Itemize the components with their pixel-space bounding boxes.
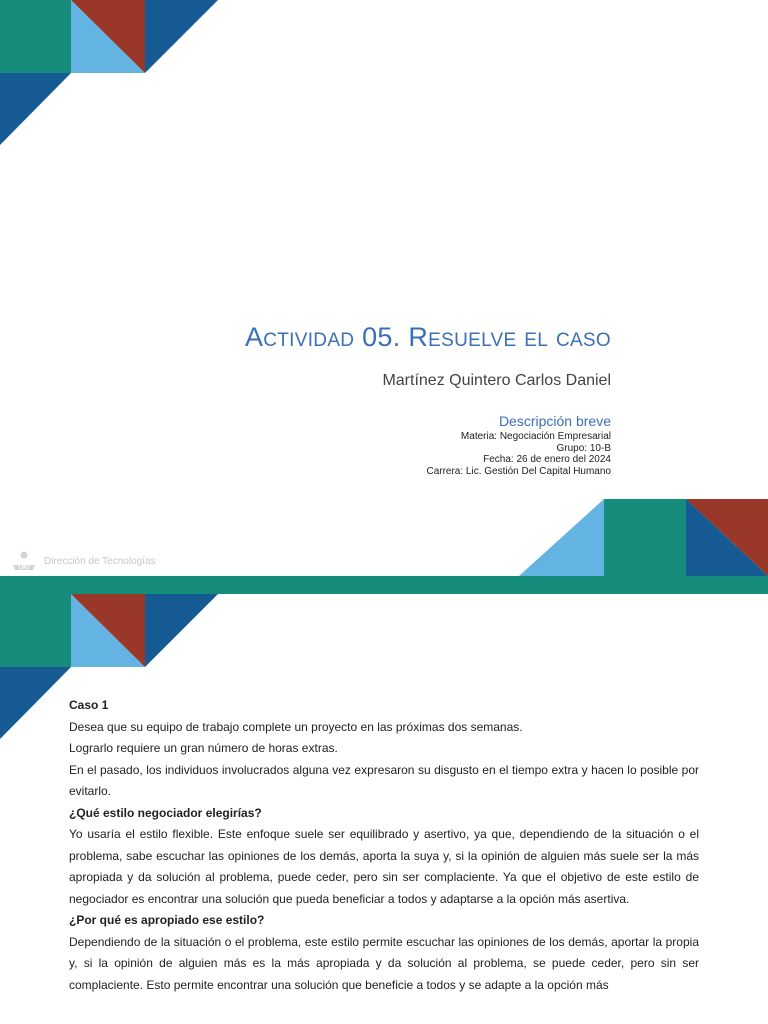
content-page (0, 594, 768, 1024)
case-title: Caso 1 (69, 698, 109, 712)
page-separator-bar (0, 576, 768, 594)
case-paragraph: Lograrlo requiere un gran número de horas extras. (69, 741, 338, 755)
meta-group: Grupo: 10-B (556, 442, 611, 454)
meta-subject: Materia: Negociación Empresarial (460, 431, 611, 442)
answer-2: Dependiendo de la situación o el problema, este estilo permite escuchar las opiniones de los demás, aportar la propia y, si la opinión de alguien más es la más apropiada y da solución al problema, se puede ceder, pero sin ser complaciente. Esto permite encontrar una solución que beneficie a todos y se adapte a la opción más (69, 934, 699, 992)
question-2: ¿Por qué es apropiado ese estilo? (69, 913, 265, 927)
meta-date: Fecha: 26 de enero del 2024 (483, 454, 611, 465)
answer-1: Yo usaría el estilo flexible. Este enfoque suele ser equilibrado y asertivo, ya que, dependiendo de la situación o el problema, sabe escuchar las opiniones de los demás, aporta la suya y, si la opinión de alguien más suele ser la más apropiada y da solución al problema, puede ceder, pero sin ser complaciente. Ya que el objetivo de este estilo de negociador es encontrar una solución que pueda beneficiar a todos y adaptarse a la opción más asertiva. (69, 827, 699, 906)
question-1: ¿Qué estilo negociador elegirías? (69, 805, 262, 820)
dark-blue-triangle-right (145, 594, 218, 667)
dark-blue-triangle (0, 667, 71, 739)
teal-bottom-square (604, 499, 686, 576)
light-blue-bottom-triangle (519, 499, 604, 576)
case-paragraph: Desea que su equipo de trabajo complete un proyecto en las próximas dos semanas. (69, 719, 523, 734)
case-paragraph: En el pasado, los individuos involucrados alguna vez expresaron su disgusto en el tiempo extra y hacen lo posible por evitarlo. (69, 762, 699, 798)
teal-square (0, 594, 71, 667)
description-heading: Descripción breve (498, 413, 611, 429)
logo-mark: UKI (18, 565, 30, 571)
meta-career: Carrera: Lic. Gestión Del Capital Humano (426, 465, 611, 477)
logo-text: Dirección de Tecnologías (44, 555, 156, 567)
author-name: Martínez Quintero Carlos Daniel (382, 372, 611, 389)
case-body (69, 695, 699, 996)
document-title: Actividad 05. Resuelve el caso (244, 322, 611, 352)
